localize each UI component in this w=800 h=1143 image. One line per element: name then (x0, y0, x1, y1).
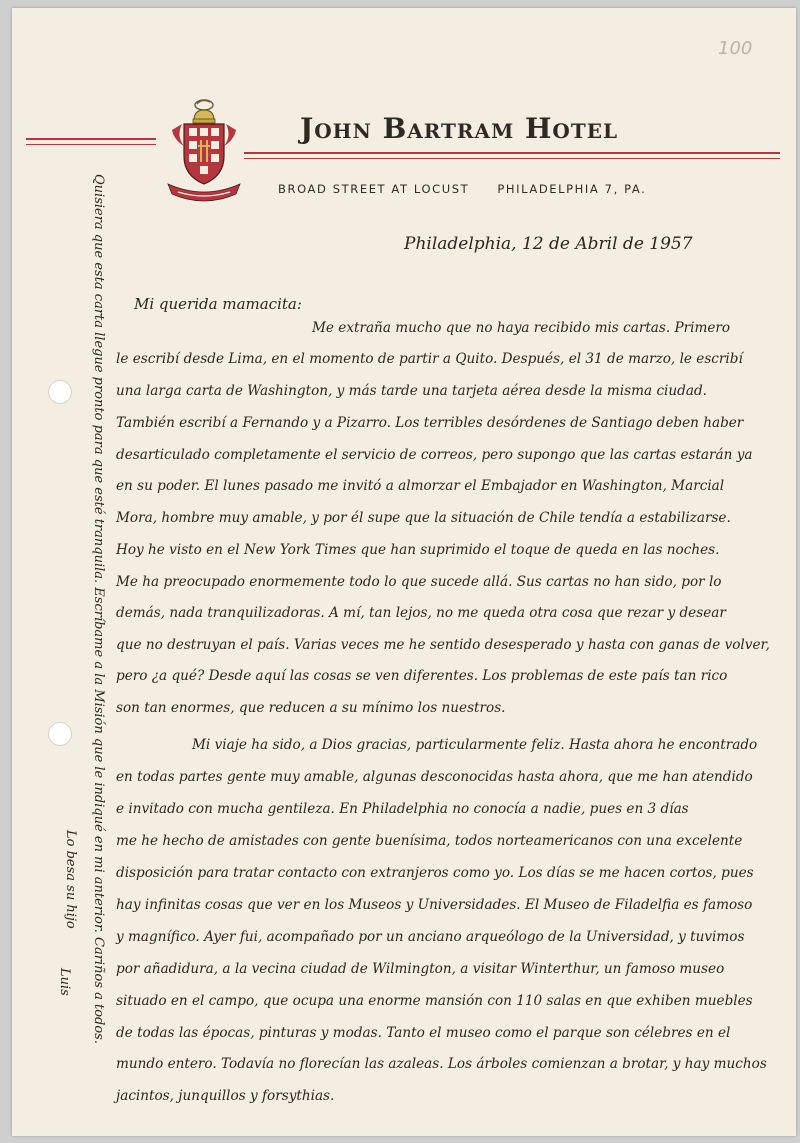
letter-line: le escribí desde Lima, en el momento de partir a Quito. Después, el 31 de marzo, le escribí (116, 351, 743, 367)
letter-line: desarticulado completamente el servicio de correos, pero supongo que las cartas estarán ya (116, 447, 753, 463)
letter-line: demás, nada tranquilizadoras. A mí, tan lejos, no me queda otra cosa que rezar y desear (116, 605, 726, 621)
letter-line: Mora, hombre muy amable, y por él supe que la situación de Chile tendía a estabilizarse. (116, 510, 731, 526)
margin-note-postscript: Quisiera que esta carta llegue pronto para que esté tranquila. Escríbame a la Misión que le indiqué en mi anterior. Cariños a todos. (91, 174, 106, 1044)
letter-line: que no destruyan el país. Varias veces me he sentido desesperado y hasta con ganas de volver, (116, 637, 770, 653)
letterhead-rule-left-thin (26, 144, 156, 145)
letterhead-rule-right (244, 152, 780, 154)
letter-page (12, 8, 796, 1136)
hotel-address-street: BROAD STREET AT LOCUST (278, 182, 470, 196)
letter-line: una larga carta de Washington, y más tarde una tarjeta aérea desde la misma ciudad. (116, 383, 707, 399)
letter-line: y magnífico. Ayer fui, acompañado por un anciano arqueólogo de la Universidad, y tuvimos (116, 929, 745, 945)
letter-line: en todas partes gente muy amable, algunas desconocidas hasta ahora, que me han atendido (116, 769, 753, 785)
margin-note-closing: Lo besa su hijo (63, 830, 78, 929)
letter-line: jacintos, junquillos y forsythias. (116, 1088, 335, 1104)
letter-line: disposición para tratar contacto con extranjeros como yo. Los días se me hacen cortos, pues (116, 865, 754, 881)
hotel-name: John Bartram Hotel (300, 112, 619, 145)
letter-line: Hoy he visto en el New York Times que han suprimido el toque de queda en las noches. (116, 542, 720, 558)
margin-note-signature: Luis (57, 968, 72, 996)
letter-line: e invitado con mucha gentileza. En Philadelphia no conocía a nadie, pues en 3 días (116, 801, 689, 817)
letter-line: situado en el campo, que ocupa una enorme mansión con 110 salas en que exhiben muebles (116, 993, 753, 1009)
punch-hole-top (48, 380, 72, 404)
letter-line: También escribí a Fernando y a Pizarro. Los terribles desórdenes de Santiago deben haber (116, 415, 744, 431)
letter-line: Mi viaje ha sido, a Dios gracias, particularmente feliz. Hasta ahora he encontrado (192, 737, 758, 753)
hotel-crest-logo (164, 96, 244, 202)
letter-line: pero ¿a qué? Desde aquí las cosas se ven diferentes. Los problemas de este país tan rico (116, 668, 728, 684)
letter-salutation: Mi querida mamacita: (134, 295, 302, 313)
letter-line: Me extraña mucho que no haya recibido mis cartas. Primero (312, 320, 731, 336)
letter-date: Philadelphia, 12 de Abril de 1957 (404, 234, 693, 254)
letter-line: de todas las épocas, pinturas y modas. Tanto el museo como el parque son célebres en el (116, 1025, 731, 1041)
letter-line: en su poder. El lunes pasado me invitó a almorzar el Embajador en Washington, Marcial (116, 478, 725, 494)
letter-line: Me ha preocupado enormemente todo lo que sucede allá. Sus cartas no han sido, por lo (116, 574, 722, 590)
hotel-address (278, 182, 646, 196)
hotel-address-city: PHILADELPHIA 7, PA. (497, 182, 647, 196)
letter-line: me he hecho de amistades con gente buenísima, todos norteamericanos con una excelente (116, 833, 743, 849)
letter-line: mundo entero. Todavía no florecían las azaleas. Los árboles comienzan a brotar, y hay muchos (116, 1056, 767, 1072)
letter-line: por añadidura, a la vecina ciudad de Wilmington, a visitar Winterthur, un famoso museo (116, 961, 725, 977)
letter-line: son tan enormes, que reducen a su mínimo los nuestros. (116, 700, 506, 716)
archive-page-number: 100 (718, 38, 753, 59)
letterhead-rule-right-thin (244, 158, 780, 159)
letterhead-rule-left (26, 138, 156, 140)
punch-hole-bottom (48, 722, 72, 746)
letter-line: hay infinitas cosas que ver en los Museos y Universidades. El Museo de Filadelfia es famoso (116, 897, 753, 913)
